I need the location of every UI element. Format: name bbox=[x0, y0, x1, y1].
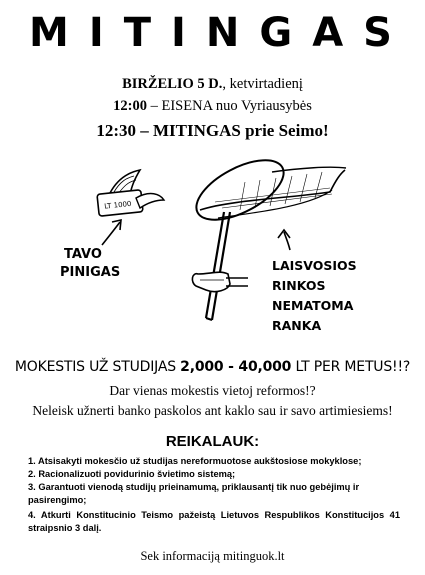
fee-prefix: MOKESTIS UŽ STUDIJAS bbox=[14, 359, 181, 375]
demand-item: 2. Racionalizuoti povidurinio švietimo sistemą; bbox=[28, 469, 236, 479]
label-rinkos: RINKOS bbox=[272, 278, 326, 293]
event-march-rest: – EISENA nuo Vyriausybės bbox=[146, 98, 312, 114]
event-march bbox=[0, 98, 425, 115]
label-ranka: RANKA bbox=[272, 318, 322, 333]
demands-title: REIKALAUK: bbox=[165, 433, 260, 450]
label-laisvosios: LAISVOSIOS bbox=[272, 258, 357, 273]
hand-icon bbox=[192, 272, 248, 291]
poster-title: MITINGAS bbox=[29, 10, 412, 56]
fee-line bbox=[0, 359, 425, 375]
event-rally: 12:30 – MITINGAS prie Seimo! bbox=[96, 121, 329, 140]
fee-suffix: LT PER METUS!!? bbox=[291, 359, 411, 375]
label-tavo: TAVO bbox=[64, 247, 102, 262]
butterfly-net-icon bbox=[187, 150, 346, 320]
label-nematoma: NEMATOMA bbox=[272, 298, 354, 313]
fee-amount: 2,000 - 40,000 bbox=[180, 359, 292, 375]
flying-money-icon bbox=[97, 170, 164, 216]
event-date bbox=[0, 76, 425, 93]
demand-item: 3. Garantuoti vienodą studijų prieinamumą, priklausantį tik nuo gebėjimų ir pasirengimo; bbox=[28, 482, 360, 505]
slogan-loan: Neleisk užnerti banko paskolos ant kaklo sau ir savo artimiesiems! bbox=[32, 403, 393, 418]
banknote-text: LT 1000 bbox=[103, 199, 132, 211]
demand-item: 4. Atkurti Konstitucinio Teismo pažeistą Lietuvos Respublikos Konstitucijos 41 straipsnio 3 dalį. bbox=[28, 510, 400, 533]
footer-link-text: Sek informaciją mitinguok.lt bbox=[140, 549, 285, 563]
event-date-bold: BIRŽELIO 5 D. bbox=[122, 76, 223, 92]
event-date-rest: , ketvirtadienį bbox=[222, 76, 303, 92]
event-march-time: 12:00 bbox=[113, 98, 147, 114]
illustration bbox=[40, 150, 410, 350]
slogan-reform: Dar vienas mokestis vietoj reformos!? bbox=[109, 383, 316, 398]
demand-item: 1. Atsisakyti mokesčio už studijas nereformuotose aukštosiose mokyklose; bbox=[28, 456, 362, 466]
arrow-to-money-icon bbox=[102, 222, 120, 245]
label-pinigas: PINIGAS bbox=[60, 265, 121, 280]
